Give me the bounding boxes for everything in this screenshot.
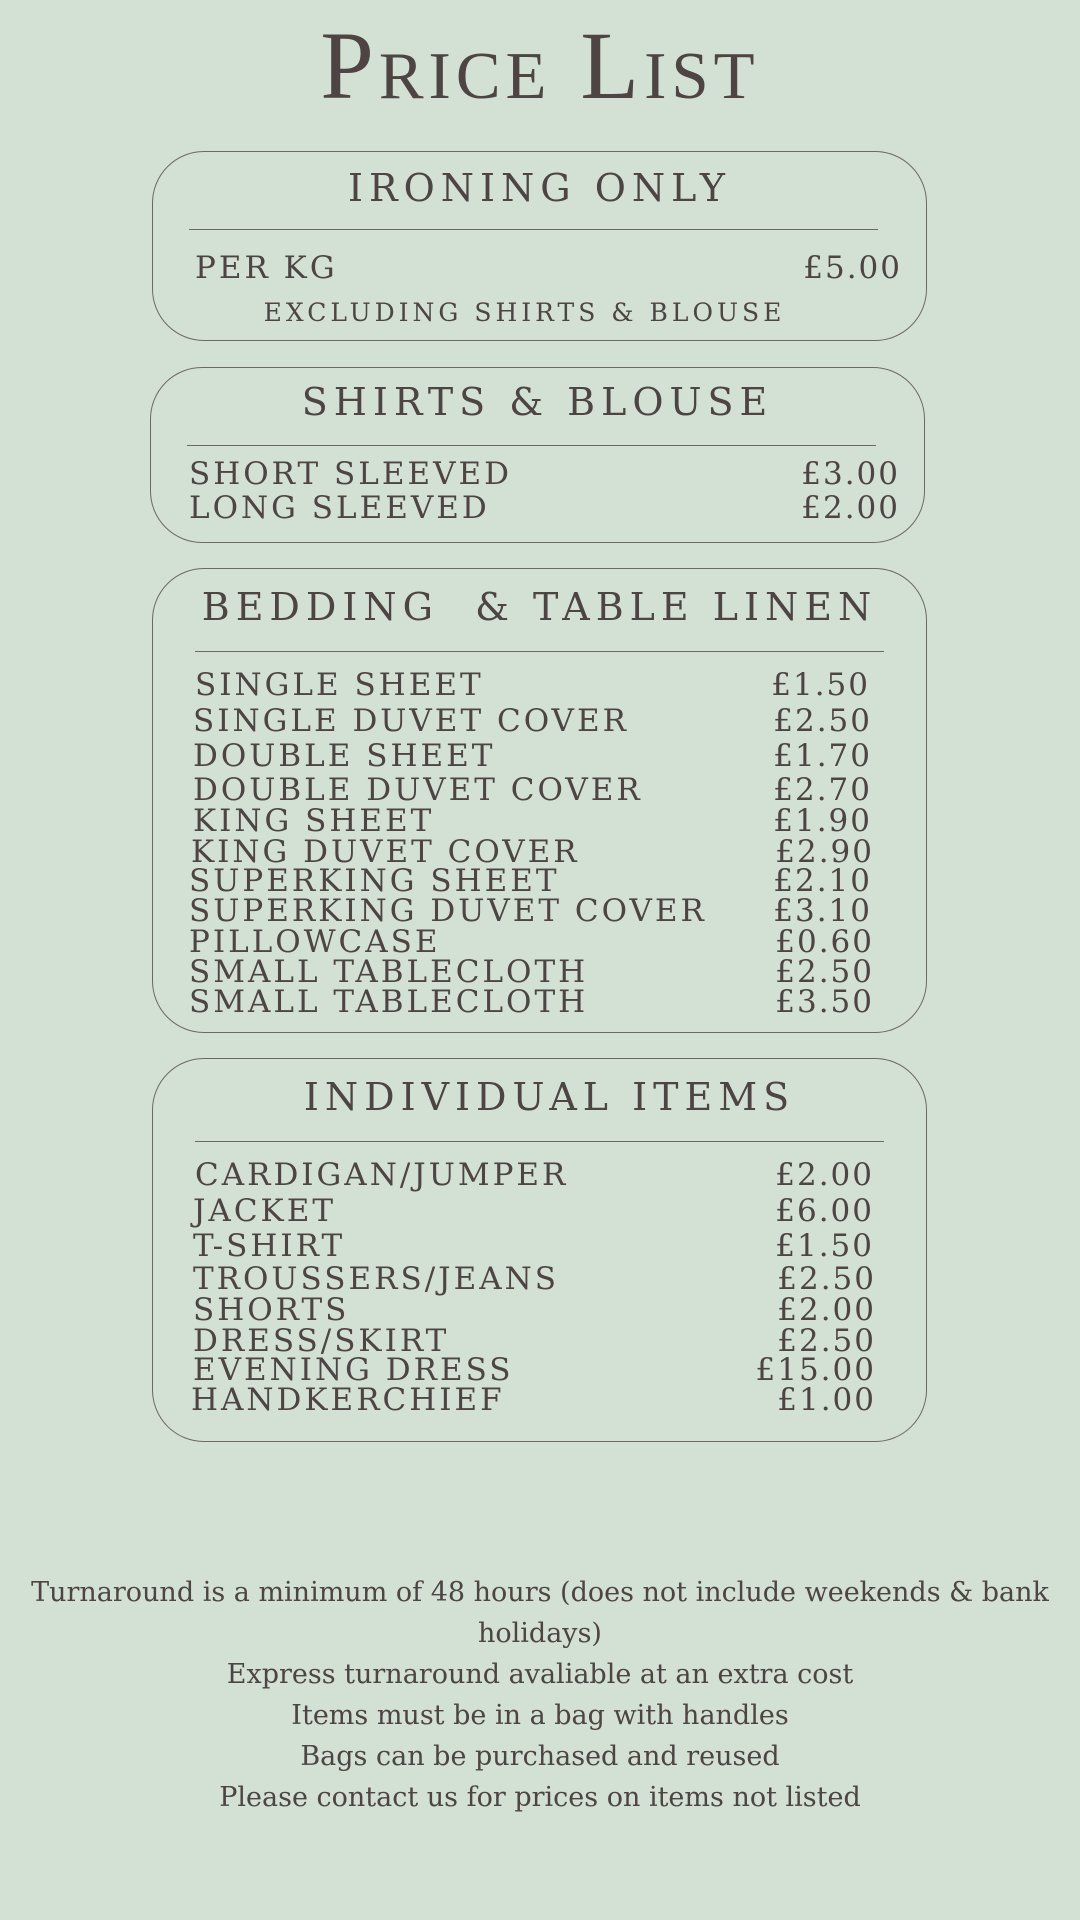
price-row — [189, 492, 900, 524]
section-title: SHIRTS & BLOUSE — [301, 380, 774, 424]
price-row — [193, 1263, 876, 1295]
price-row — [193, 740, 872, 772]
item-label: SINGLE SHEET — [195, 667, 484, 703]
item-label: SMALL TABLECLOTH — [189, 954, 589, 990]
price-row — [193, 1230, 874, 1262]
item-price: £2.70 — [773, 772, 872, 808]
item-price: £3.00 — [801, 456, 900, 492]
item-label: SHORTS — [193, 1292, 350, 1328]
item-price: £2.10 — [773, 863, 872, 899]
footer-notes — [30, 1572, 1050, 1818]
item-price: £0.60 — [775, 924, 874, 960]
express-note: Express turnaround avaliable at an extra cost — [226, 1659, 854, 1690]
item-label: EVENING DRESS — [193, 1352, 514, 1388]
shirts-blouse-section — [150, 367, 925, 543]
individual-items-section — [152, 1058, 927, 1442]
section-title: INDIVIDUAL ITEMS — [303, 1075, 796, 1119]
turnaround-note: Turnaround is a minimum of 48 hours (does not include weekends & bank holidays) — [31, 1577, 1049, 1649]
price-row — [189, 895, 872, 927]
item-price: £3.10 — [773, 893, 872, 929]
item-label: JACKET — [193, 1193, 336, 1229]
ironing-only-section — [152, 151, 927, 341]
item-label: KING DUVET COVER — [191, 834, 580, 870]
item-price: £2.50 — [777, 1323, 876, 1359]
item-label: SUPERKING SHEET — [189, 863, 560, 899]
price-row — [193, 705, 872, 737]
item-price: £2.00 — [775, 1157, 874, 1193]
item-label: T-SHIRT — [193, 1228, 346, 1264]
item-label: SINGLE DUVET COVER — [193, 703, 629, 739]
item-price: £5.00 — [803, 250, 902, 286]
price-row — [189, 986, 874, 1018]
item-label: PER KG — [195, 250, 338, 286]
bags-purchase-note: Bags can be purchased and reused — [300, 1741, 780, 1772]
item-price: £15.00 — [755, 1352, 876, 1388]
bedding-table-linen-section — [152, 568, 927, 1033]
item-price: £2.90 — [775, 834, 874, 870]
price-row — [189, 458, 900, 490]
item-label: DOUBLE DUVET COVER — [193, 772, 643, 808]
item-label: PILLOWCASE — [189, 924, 441, 960]
section-note: EXCLUDING SHIRTS & BLOUSE — [263, 298, 786, 327]
item-price: £2.50 — [777, 1261, 876, 1297]
item-label: HANDKERCHIEF — [191, 1382, 505, 1418]
section-title: IRONING ONLY — [347, 166, 731, 210]
price-row — [193, 1294, 876, 1326]
item-price: £1.00 — [777, 1382, 876, 1418]
section-divider — [189, 229, 878, 230]
price-row — [195, 669, 870, 701]
price-row — [191, 1384, 876, 1416]
item-label: DOUBLE SHEET — [193, 738, 496, 774]
section-divider — [195, 651, 884, 652]
section-title: BEDDING & TABLE LINEN — [201, 585, 878, 629]
price-row — [193, 805, 872, 837]
item-price: £1.50 — [775, 1228, 874, 1264]
item-price: £2.50 — [775, 954, 874, 990]
item-price: £2.50 — [773, 703, 872, 739]
bag-handles-note: Items must be in a bag with handles — [291, 1700, 789, 1731]
item-label: SHORT SLEEVED — [189, 456, 512, 492]
item-label: SUPERKING DUVET COVER — [189, 893, 707, 929]
item-label: TROUSSERS/JEANS — [193, 1261, 559, 1297]
item-label: KING SHEET — [193, 803, 435, 839]
item-price: £6.00 — [775, 1193, 874, 1229]
item-price: £1.70 — [773, 738, 872, 774]
price-row — [195, 1159, 874, 1191]
price-row — [195, 252, 902, 284]
item-price: £1.50 — [771, 667, 870, 703]
contact-note: Please contact us for prices on items not listed — [219, 1782, 861, 1813]
item-label: SMALL TABLECLOTH — [189, 984, 589, 1020]
item-label: CARDIGAN/JUMPER — [195, 1157, 569, 1193]
page-title: Price List — [320, 12, 760, 119]
item-price: £3.50 — [775, 984, 874, 1020]
price-row — [193, 774, 872, 806]
section-divider — [187, 445, 876, 446]
item-label: LONG SLEEVED — [189, 490, 490, 526]
price-row — [193, 1195, 874, 1227]
item-label: DRESS/SKIRT — [193, 1323, 450, 1359]
item-price: £2.00 — [801, 490, 900, 526]
section-divider — [195, 1141, 884, 1142]
item-price: £2.00 — [777, 1292, 876, 1328]
item-price: £1.90 — [773, 803, 872, 839]
